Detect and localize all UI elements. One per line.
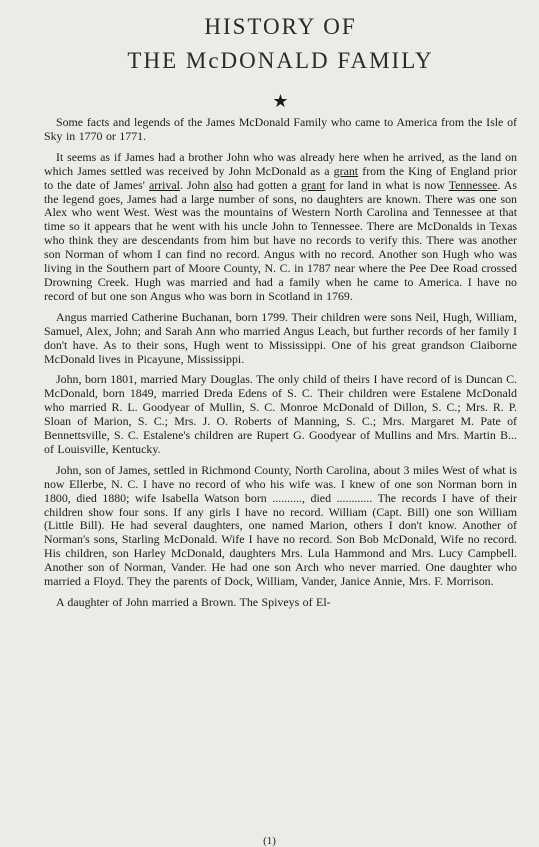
text-segment: It seems as if James had a brother John who was already here when he arrived, as the land on which James settled was received by John McDonald as a <box>44 149 517 178</box>
paragraph: Angus married Catherine Buchanan, born 1799. Their children were sons Neil, Hugh, William, Samuel, Alex, John; and Sarah Ann who married Angus Leach, but further records of her family I don't have. As to their sons, Hugh went to Mississippi. One of his great grandson Claiborne McDonald lives in Picayune, Mississippi. <box>44 309 517 366</box>
title-line-2: THE McDONALD FAMILY <box>127 48 434 73</box>
title-line-1: HISTORY OF <box>204 14 357 39</box>
paragraph: John, son of James, settled in Richmond County, North Carolina, about 3 miles West of what is now Ellerbe, N. C. I have no record of who his wife was. I knew of one son Norman born in 1800, died 1880; wife Isabella Watson born .........., died ............ The records I have of their children show four sons. If any girls I have no record. William (Capt. Bill) one son William (Little Bill). He had several daughters, one named Marion, others I don't know. Another of Norman's sons, Starling McDonald. Wife I have no record. Son Bob McDonald, Wife no record. His children, son Harley McDonald, daughters Mrs. Lula Hammond and Mrs. Lucy Campbell. Another son of Norman, Vander. He had one son Arch who never married. One daughter who married a Floyd. They the parents of Dock, William, Vander, Janice Annie, Mrs. F. Morrison. <box>44 462 517 589</box>
underlined-text: grant <box>333 163 359 178</box>
text-segment: . As the legend goes, James had a large number of sons, no daughters are known. There was one son Alex who went West. West was the mountains of Western North Carolina and Tennessee at that time so it appears that he went with his uncle John to Tennessee. There are McDonalds in Texas who think they are descendants from him but have no records to verify this. There was another son Norman of whom I can find no record. Angus with no record. Another son Hugh who was living in the Southern part of Moore County, N. C. in 1787 near where the Pee Dee Road crossed Drowning Creek. Hugh was married and had a family when he came to America. I have no record of but one son Angus who was born in Scotland in 1769. <box>44 177 518 303</box>
text-segment: . John <box>179 177 214 192</box>
underlined-text: Tennessee <box>448 177 498 192</box>
paragraph: John, born 1801, married Mary Douglas. The only child of theirs I have record of is Duncan C. McDonald, born 1849, married Dreda Edens of S. C. Their children were Estalene McDonald who married R. L. Goodyear of Mullin, S. C. Monroe McDonald of Dillon, S. C.; Mrs. R. P. Sloan of Marion, S. C.; Mrs. J. O. Roberts of Manning, S. C.; Mrs. Margaret M. Pate of Bennettsville, S. C. Estalene's children are Rupert G. Goodyear of Mullins and Mrs. Martin B... of Louisville, Kentucky. <box>44 372 517 456</box>
underlined-text: also <box>213 177 233 192</box>
paragraph: A daughter of John married a Brown. The Spiveys of El- <box>56 595 331 609</box>
paragraph: Some facts and legends of the James McDonald Family who came to America from the Isle of Sky in 1770 or 1771. <box>44 115 517 143</box>
star-icon: ★ <box>272 91 289 111</box>
text-segment: had gotten a <box>232 177 302 192</box>
paragraph <box>44 151 517 304</box>
underlined-text: arrival <box>148 177 180 192</box>
text-segment: for land in what is now <box>325 177 449 192</box>
page-number: (1) <box>263 835 276 847</box>
body-text <box>44 116 517 610</box>
text-segment: from the King of England prior to the date of James' <box>44 163 517 192</box>
underlined-text: grant <box>301 177 326 192</box>
